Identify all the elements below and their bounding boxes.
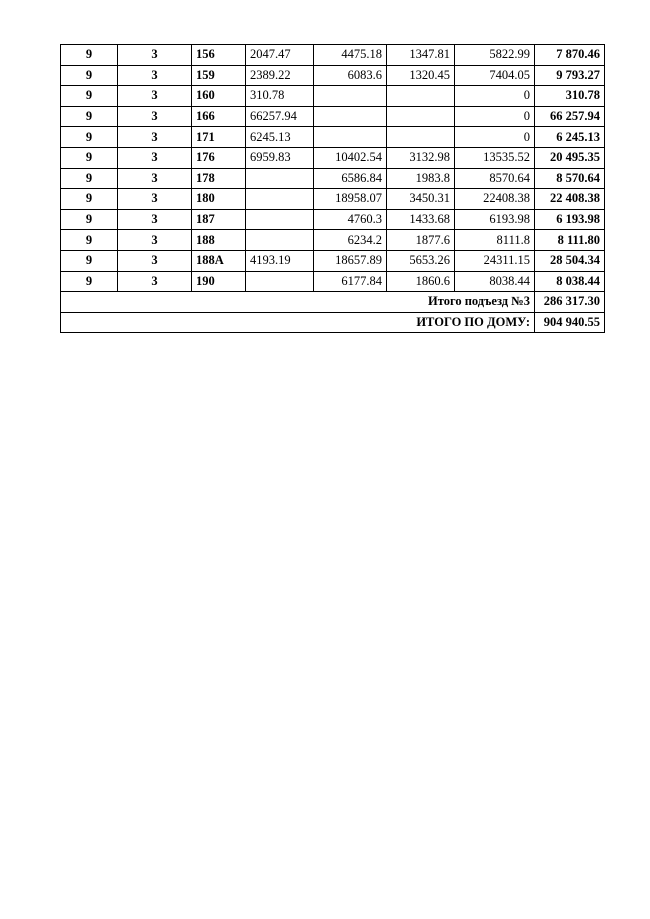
cell-total: 310.78	[535, 86, 605, 107]
cell-entrance: 3	[118, 86, 192, 107]
cell-apartment: 176	[192, 147, 246, 168]
cell-col3: 1860.6	[387, 271, 455, 292]
cell-col1	[246, 209, 314, 230]
cell-entrance: 3	[118, 271, 192, 292]
cell-entrance: 3	[118, 65, 192, 86]
cell-col4: 8570.64	[455, 168, 535, 189]
cell-col3: 1877.6	[387, 230, 455, 251]
cell-col1	[246, 230, 314, 251]
cell-col2	[314, 86, 387, 107]
cell-apartment: 180	[192, 189, 246, 210]
cell-apartment: 178	[192, 168, 246, 189]
cell-col1	[246, 168, 314, 189]
cell-col3	[387, 86, 455, 107]
cell-apartment: 188А	[192, 250, 246, 271]
cell-apartment: 171	[192, 127, 246, 148]
cell-col3	[387, 106, 455, 127]
cell-entrance: 3	[118, 250, 192, 271]
cell-apartment: 187	[192, 209, 246, 230]
entrance-total-value: 286 317.30	[535, 292, 605, 313]
cell-col2: 18657.89	[314, 250, 387, 271]
table-row	[61, 230, 605, 251]
cell-col3: 1983.8	[387, 168, 455, 189]
cell-col3: 1347.81	[387, 45, 455, 66]
cell-col3: 3132.98	[387, 147, 455, 168]
cell-col2: 6234.2	[314, 230, 387, 251]
cell-col4: 7404.05	[455, 65, 535, 86]
cell-col1: 6959.83	[246, 147, 314, 168]
cell-col2: 6177.84	[314, 271, 387, 292]
cell-floor: 9	[61, 127, 118, 148]
cell-col1: 2047.47	[246, 45, 314, 66]
cell-col2: 6586.84	[314, 168, 387, 189]
cell-col2: 10402.54	[314, 147, 387, 168]
cell-total: 28 504.34	[535, 250, 605, 271]
cell-col4: 0	[455, 106, 535, 127]
cell-col1	[246, 189, 314, 210]
cell-entrance: 3	[118, 168, 192, 189]
table-row	[61, 168, 605, 189]
cell-col4: 0	[455, 127, 535, 148]
cell-col4: 22408.38	[455, 189, 535, 210]
cell-col4: 0	[455, 86, 535, 107]
cell-entrance: 3	[118, 127, 192, 148]
cell-col1: 6245.13	[246, 127, 314, 148]
cell-entrance: 3	[118, 106, 192, 127]
table-row	[61, 127, 605, 148]
table-body	[61, 45, 605, 333]
cell-col3: 3450.31	[387, 189, 455, 210]
cell-total: 7 870.46	[535, 45, 605, 66]
cell-entrance: 3	[118, 189, 192, 210]
cell-col4: 24311.15	[455, 250, 535, 271]
cell-col1: 4193.19	[246, 250, 314, 271]
cell-col4: 6193.98	[455, 209, 535, 230]
cell-entrance: 3	[118, 147, 192, 168]
table-row	[61, 106, 605, 127]
table-row	[61, 45, 605, 66]
table-row	[61, 147, 605, 168]
cell-floor: 9	[61, 65, 118, 86]
cell-floor: 9	[61, 147, 118, 168]
cell-floor: 9	[61, 86, 118, 107]
cell-apartment: 190	[192, 271, 246, 292]
debt-table	[60, 44, 605, 333]
cell-apartment: 188	[192, 230, 246, 251]
cell-col2: 4475.18	[314, 45, 387, 66]
house-total-label: ИТОГО ПО ДОМУ:	[61, 312, 535, 333]
house-total-row	[61, 312, 605, 333]
cell-col3: 1320.45	[387, 65, 455, 86]
table-row	[61, 209, 605, 230]
cell-floor: 9	[61, 168, 118, 189]
cell-col3: 5653.26	[387, 250, 455, 271]
cell-total: 6 245.13	[535, 127, 605, 148]
cell-col2: 6083.6	[314, 65, 387, 86]
cell-total: 20 495.35	[535, 147, 605, 168]
cell-apartment: 156	[192, 45, 246, 66]
cell-col4: 8038.44	[455, 271, 535, 292]
cell-entrance: 3	[118, 230, 192, 251]
cell-col2	[314, 106, 387, 127]
table-row	[61, 65, 605, 86]
cell-col4: 13535.52	[455, 147, 535, 168]
table-row	[61, 250, 605, 271]
cell-entrance: 3	[118, 45, 192, 66]
cell-col3	[387, 127, 455, 148]
cell-total: 9 793.27	[535, 65, 605, 86]
cell-floor: 9	[61, 209, 118, 230]
cell-floor: 9	[61, 106, 118, 127]
cell-floor: 9	[61, 271, 118, 292]
house-total-value: 904 940.55	[535, 312, 605, 333]
cell-total: 66 257.94	[535, 106, 605, 127]
cell-floor: 9	[61, 45, 118, 66]
cell-col4: 5822.99	[455, 45, 535, 66]
cell-apartment: 160	[192, 86, 246, 107]
cell-col1: 310.78	[246, 86, 314, 107]
entrance-total-label: Итого подъезд №3	[61, 292, 535, 313]
cell-col1	[246, 271, 314, 292]
table-row	[61, 189, 605, 210]
cell-total: 8 038.44	[535, 271, 605, 292]
cell-total: 6 193.98	[535, 209, 605, 230]
cell-col1: 66257.94	[246, 106, 314, 127]
cell-floor: 9	[61, 189, 118, 210]
entrance-total-row	[61, 292, 605, 313]
cell-col4: 8111.8	[455, 230, 535, 251]
cell-col1: 2389.22	[246, 65, 314, 86]
table-row	[61, 86, 605, 107]
table-row	[61, 271, 605, 292]
cell-entrance: 3	[118, 209, 192, 230]
cell-total: 8 111.80	[535, 230, 605, 251]
cell-col2: 18958.07	[314, 189, 387, 210]
cell-floor: 9	[61, 230, 118, 251]
cell-total: 8 570.64	[535, 168, 605, 189]
cell-col2: 4760.3	[314, 209, 387, 230]
cell-col2	[314, 127, 387, 148]
cell-floor: 9	[61, 250, 118, 271]
cell-apartment: 159	[192, 65, 246, 86]
cell-apartment: 166	[192, 106, 246, 127]
cell-total: 22 408.38	[535, 189, 605, 210]
cell-col3: 1433.68	[387, 209, 455, 230]
